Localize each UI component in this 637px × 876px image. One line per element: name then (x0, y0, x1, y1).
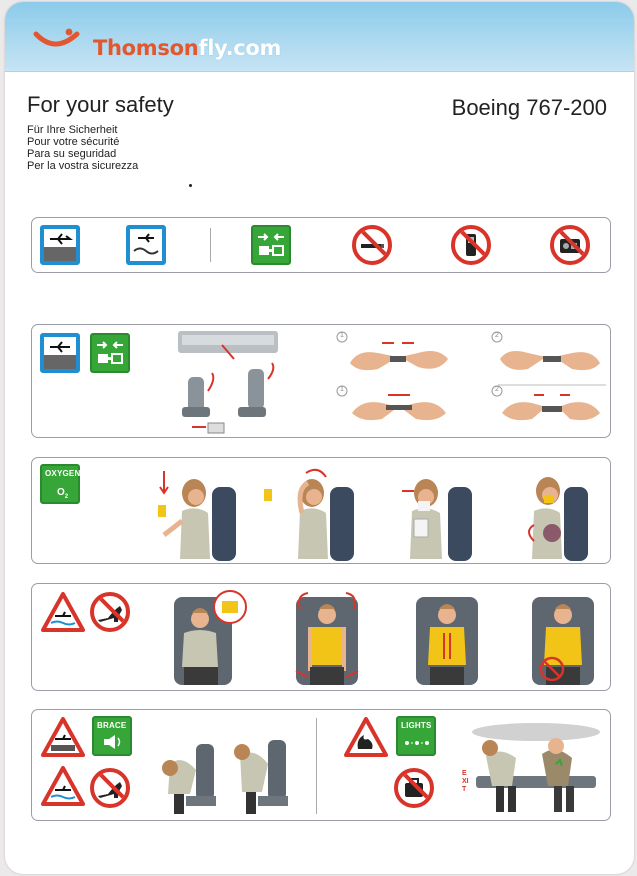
step-number: 1 (340, 332, 344, 339)
step-number: 2 (495, 332, 499, 339)
lifevest-panel (31, 583, 611, 691)
brand-logo-text (93, 36, 281, 60)
no-baggage-icon (394, 768, 434, 808)
no-high-heels-icon (90, 592, 130, 632)
seatbelt-panel (31, 324, 611, 438)
tui-smile-logo-icon (33, 28, 85, 54)
translation-it: Per la vostra sicurezza (27, 160, 139, 172)
emergency-landing-warning-icon (41, 717, 85, 757)
seatbelt-fasten-icon (251, 225, 291, 265)
translation-de: Für Ihre Sicherheit (27, 124, 118, 136)
evacuation-panel (31, 709, 611, 821)
safety-card (5, 2, 634, 874)
takeoff-landing-icon (40, 225, 80, 265)
oxygen-panel (31, 457, 611, 564)
brace-position-illustration (156, 724, 302, 816)
no-smoking-icon (352, 225, 392, 265)
brand-name: Thomson (93, 36, 199, 60)
oxygen-mask-illustration (142, 461, 602, 563)
brace-sign-icon (92, 716, 132, 756)
no-electronic-devices-icon (550, 225, 590, 265)
brand-header (5, 2, 634, 72)
water-landing-warning-icon (41, 766, 85, 806)
oxygen-sign-label: OXYGEN (45, 469, 81, 478)
divider (316, 718, 317, 814)
lifevest-illustration (168, 587, 608, 690)
exit-label: EXIT (462, 770, 469, 793)
step-number-circles (32, 325, 612, 439)
lights-sign-icon (396, 716, 436, 756)
brace-sign-label: BRACE (97, 721, 127, 730)
water-landing-warning-icon (41, 592, 85, 632)
no-high-heels-icon (90, 768, 130, 808)
fire-warning-icon (344, 717, 388, 757)
step-number: 2 (495, 386, 499, 393)
title-translations (27, 124, 138, 172)
oxygen-sign-icon (40, 464, 80, 504)
lights-sign-label: LIGHTS (401, 721, 432, 730)
step-number: 1 (340, 386, 344, 393)
stray-dot (189, 184, 192, 187)
aircraft-model: Boeing 767-200 (451, 95, 607, 120)
translation-fr: Pour votre sécurité (27, 136, 120, 148)
translation-es: Para su seguridad (27, 148, 117, 160)
brand-domain: fly.com (198, 36, 282, 60)
turbulence-icon (126, 225, 166, 265)
divider (210, 228, 211, 262)
no-mobile-phone-icon (451, 225, 491, 265)
general-rules-panel (31, 217, 611, 273)
oxygen-sign-symbol: $O_2$ (57, 487, 69, 500)
evacuation-illustration (456, 716, 606, 816)
page-title: For your safety (27, 92, 174, 117)
